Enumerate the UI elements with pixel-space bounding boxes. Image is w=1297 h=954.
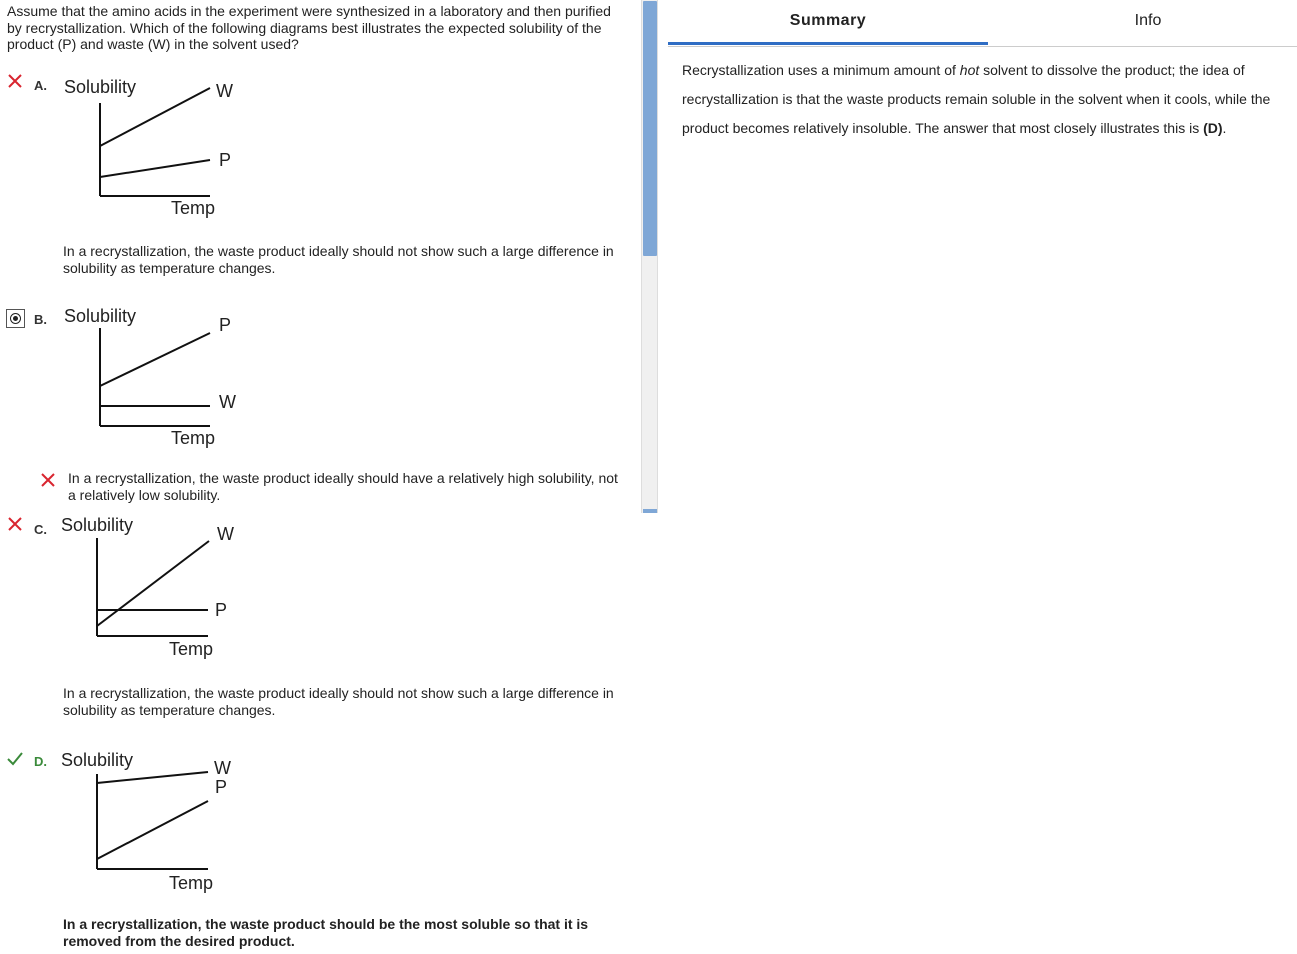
solubility-diagram [58, 745, 258, 905]
option-c[interactable] [0, 510, 640, 725]
product-line [100, 333, 210, 386]
waste-line-label: W [214, 758, 231, 778]
tab-bar [668, 0, 1297, 47]
product-line-label: P [219, 150, 232, 170]
y-axis-label: Solubility [64, 306, 137, 326]
explanation-panel [668, 0, 1297, 954]
waste-line-label: W [217, 524, 234, 544]
waste-line [100, 88, 210, 146]
option-feedback: In a recrystallization, the waste product should be the most soluble so that it is removed from the desired product. [63, 916, 589, 949]
product-line [100, 160, 210, 177]
x-axis-label: Temp [169, 873, 214, 893]
question-text: Assume that the amino acids in the experiment were synthesized in a laboratory and then purified by recrystallization. Which of the following diagrams best illustrates the expected solubility of the product (P) and waste (W) in the solvent used? [7, 3, 611, 52]
option-b[interactable] [0, 300, 640, 510]
option-letter: D. [34, 754, 47, 769]
scrollbar-thumb[interactable] [643, 1, 657, 256]
solubility-diagram [60, 300, 260, 460]
product-line-label: P [215, 600, 228, 620]
option-feedback: In a recrystallization, the waste product ideally should not show such a large difference in solubility as temperature changes. [63, 243, 614, 276]
y-axis-label: Solubility [64, 77, 137, 97]
y-axis-label: Solubility [61, 750, 134, 770]
summary-part: Recrystallization uses a minimum amount of [682, 62, 960, 78]
summary-part: . [1222, 120, 1227, 136]
waste-line-label: W [219, 392, 236, 412]
x-axis-label: Temp [171, 428, 216, 448]
waste-line [97, 541, 209, 626]
question-panel [0, 0, 640, 954]
vertical-scrollbar[interactable] [641, 0, 658, 513]
incorrect-x-icon [6, 72, 24, 90]
summary-part: solvent to dissolve the product; the idea of recrystallization is that the waste products remain soluble in the solvent when it cools, while the product becomes relatively insoluble. The answer that most closely illustrates this is [682, 62, 1271, 136]
summary-text [682, 56, 1294, 143]
option-feedback: In a recrystallization, the waste product ideally should have a relatively high solubility, not a relatively low solubility. [68, 470, 618, 503]
tab-info[interactable]: Info [1134, 12, 1162, 29]
y-axis-label: Solubility [61, 515, 134, 535]
tab-summary[interactable]: Summary [789, 12, 867, 29]
incorrect-x-icon [40, 472, 56, 488]
x-axis-label: Temp [171, 198, 216, 218]
solubility-diagram [58, 510, 258, 670]
product-line-label: P [215, 777, 228, 797]
waste-line [97, 772, 208, 783]
product-line-label: P [219, 315, 232, 335]
solubility-diagram [60, 70, 260, 230]
summary-emphasis: hot [959, 62, 980, 78]
correct-check-icon [6, 749, 24, 767]
option-a[interactable] [0, 70, 640, 285]
option-letter: B. [34, 312, 47, 327]
x-axis-label: Temp [169, 639, 214, 659]
waste-line-label: W [216, 81, 233, 101]
option-feedback: In a recrystallization, the waste product ideally should not show such a large difference in solubility as temperature changes. [63, 685, 614, 718]
selected-radio-icon[interactable] [6, 309, 25, 328]
option-letter: C. [34, 522, 47, 537]
active-tab-indicator [668, 42, 988, 45]
option-letter: A. [34, 78, 47, 93]
option-d[interactable] [0, 745, 640, 954]
scrollbar-end [643, 509, 657, 513]
incorrect-x-icon [6, 515, 24, 533]
product-line [97, 801, 208, 859]
summary-answer: (D) [1203, 120, 1223, 136]
